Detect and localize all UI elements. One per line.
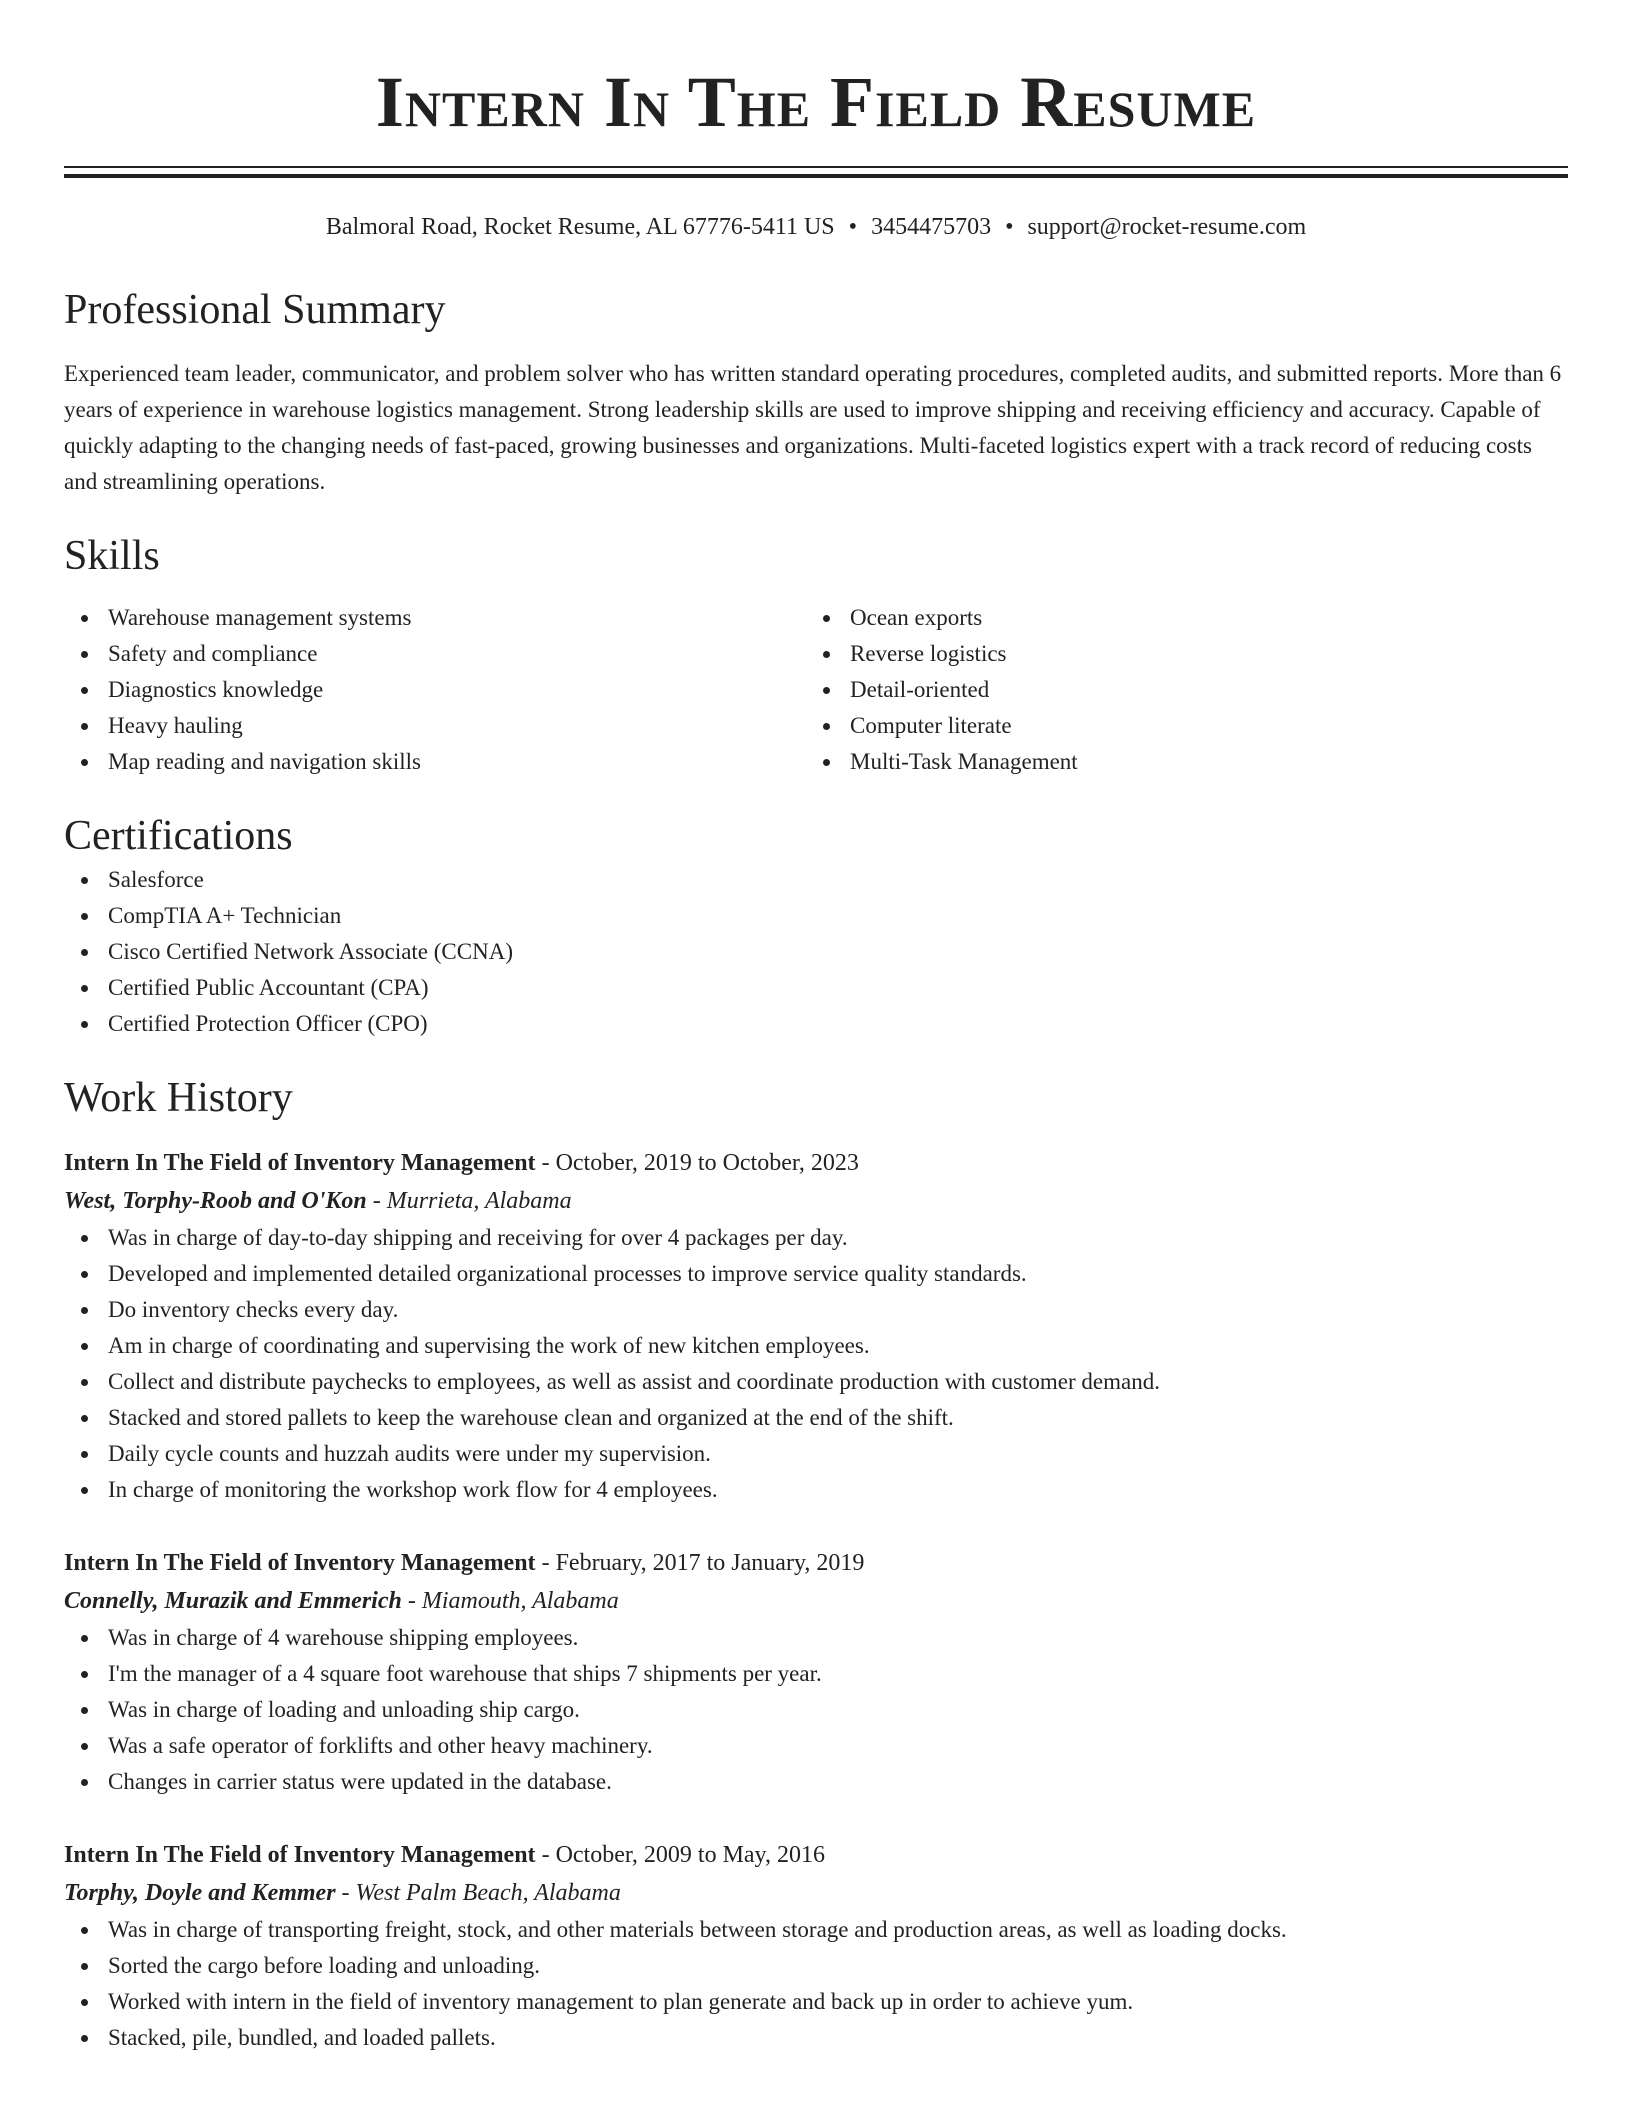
skill-item: Ocean exports xyxy=(806,600,1548,636)
job-bullet: Am in charge of coordinating and supervising the work of new kitchen employees. xyxy=(64,1328,1568,1364)
job-bullet: Was in charge of transporting freight, stock, and other materials between storage and production areas, as well as loading docks. xyxy=(64,1912,1568,1948)
job-title: Intern In The Field of Inventory Management xyxy=(64,1842,536,1868)
job-dash: - xyxy=(335,1880,356,1906)
skills-list-left xyxy=(64,600,806,780)
title-divider-thin xyxy=(64,166,1568,168)
job-entry xyxy=(64,1144,1568,1508)
job-bullet: Was a safe operator of forklifts and other heavy machinery. xyxy=(64,1728,1568,1764)
skill-item: Computer literate xyxy=(806,708,1548,744)
certification-item: Certified Protection Officer (CPO) xyxy=(64,1006,1568,1042)
contact-separator: • xyxy=(848,214,858,240)
job-bullet: Sorted the cargo before loading and unloading. xyxy=(64,1948,1568,1984)
skill-item: Multi-Task Management xyxy=(806,744,1548,780)
job-bullet: Was in charge of day-to-day shipping and receiving for over 4 packages per day. xyxy=(64,1220,1568,1256)
job-entry xyxy=(64,1836,1568,2056)
work-history-heading: Work History xyxy=(64,1075,293,1121)
skill-item: Detail-oriented xyxy=(806,672,1548,708)
job-company: Torphy, Doyle and Kemmer xyxy=(64,1880,336,1906)
job-title-line xyxy=(64,1836,1568,1874)
job-bullet: Developed and implemented detailed organizational processes to improve service quality standards. xyxy=(64,1256,1568,1292)
job-bullet: Stacked, pile, bundled, and loaded pallets. xyxy=(64,2020,1568,2056)
job-title-line xyxy=(64,1544,1568,1582)
job-company-line xyxy=(64,1582,1568,1620)
job-bullet-list xyxy=(64,1220,1568,1508)
skills-heading: Skills xyxy=(64,533,160,579)
skill-item: Safety and compliance xyxy=(64,636,806,672)
contact-address: Balmoral Road, Rocket Resume, AL 67776-5411 US xyxy=(325,214,835,240)
resume-page xyxy=(64,0,1568,2056)
job-entry xyxy=(64,1544,1568,1800)
contact-line xyxy=(64,212,1568,242)
resume-title: Intern In The Field Resume xyxy=(375,62,1257,142)
skill-item: Diagnostics knowledge xyxy=(64,672,806,708)
skill-item: Reverse logistics xyxy=(806,636,1548,672)
job-bullet: In charge of monitoring the workshop work flow for 4 employees. xyxy=(64,1472,1568,1508)
title-divider-thick xyxy=(64,174,1568,178)
job-bullet: Was in charge of 4 warehouse shipping employees. xyxy=(64,1620,1568,1656)
job-bullet: Was in charge of loading and unloading ship cargo. xyxy=(64,1692,1568,1728)
certifications-heading: Certifications xyxy=(64,813,293,859)
job-location: West Palm Beach, Alabama xyxy=(355,1880,621,1906)
skills-list-right xyxy=(806,600,1548,780)
certification-item: Salesforce xyxy=(64,862,1568,898)
job-bullet: Daily cycle counts and huzzah audits were under my supervision. xyxy=(64,1436,1568,1472)
job-location: Miamouth, Alabama xyxy=(421,1588,619,1614)
job-company: West, Torphy-Roob and O'Kon xyxy=(64,1188,367,1214)
job-bullet: Stacked and stored pallets to keep the warehouse clean and organized at the end of the shift. xyxy=(64,1400,1568,1436)
job-dates: October, 2009 to May, 2016 xyxy=(555,1842,825,1868)
summary-heading: Professional Summary xyxy=(64,287,446,333)
job-bullet: I'm the manager of a 4 square foot warehouse that ships 7 shipments per year. xyxy=(64,1656,1568,1692)
job-dash: - xyxy=(535,1550,556,1576)
contact-phone: 3454475703 xyxy=(871,214,992,240)
job-dash: - xyxy=(401,1588,422,1614)
skill-item: Warehouse management systems xyxy=(64,600,806,636)
job-dash: - xyxy=(535,1842,556,1868)
job-bullet: Collect and distribute paychecks to employees, as well as assist and coordinate production with customer demand. xyxy=(64,1364,1568,1400)
job-title: Intern In The Field of Inventory Management xyxy=(64,1550,536,1576)
contact-email: support@rocket-resume.com xyxy=(1027,214,1307,240)
job-title: Intern In The Field of Inventory Management xyxy=(64,1150,536,1176)
certification-item: Certified Public Accountant (CPA) xyxy=(64,970,1568,1006)
job-dash: - xyxy=(535,1150,556,1176)
job-company: Connelly, Murazik and Emmerich xyxy=(64,1588,402,1614)
job-bullet-list xyxy=(64,1620,1568,1800)
job-bullet: Changes in carrier status were updated in the database. xyxy=(64,1764,1568,1800)
job-dates: October, 2019 to October, 2023 xyxy=(555,1150,859,1176)
job-bullet-list xyxy=(64,1912,1568,2056)
job-bullet: Worked with intern in the field of inventory management to plan generate and back up in order to achieve yum. xyxy=(64,1984,1568,2020)
contact-separator: • xyxy=(1005,214,1014,240)
job-company-line xyxy=(64,1874,1568,1912)
certification-item: CompTIA A+ Technician xyxy=(64,898,1568,934)
job-dates: February, 2017 to January, 2019 xyxy=(555,1550,865,1576)
job-bullet: Do inventory checks every day. xyxy=(64,1292,1568,1328)
job-location: Murrieta, Alabama xyxy=(386,1188,572,1214)
certification-item: Cisco Certified Network Associate (CCNA) xyxy=(64,934,1568,970)
job-title-line xyxy=(64,1144,1568,1182)
skills-grid xyxy=(64,600,1568,780)
job-company-line xyxy=(64,1182,1568,1220)
skill-item: Map reading and navigation skills xyxy=(64,744,806,780)
job-dash: - xyxy=(366,1188,387,1214)
summary-text: Experienced team leader, communicator, and problem solver who has written standard operating procedures, completed audits, and submitted reports. More than 6 years of experience in warehouse logistics management. Strong leadership skills are used to improve shipping and receiving efficiency and accuracy. Capable of quickly adapting to the changing needs of fast-paced, growing businesses and organizations. Multi-faceted logistics expert with a track record of reducing costs and streamlining operations. xyxy=(64,361,1562,494)
skill-item: Heavy hauling xyxy=(64,708,806,744)
certifications-list xyxy=(64,862,1568,1042)
